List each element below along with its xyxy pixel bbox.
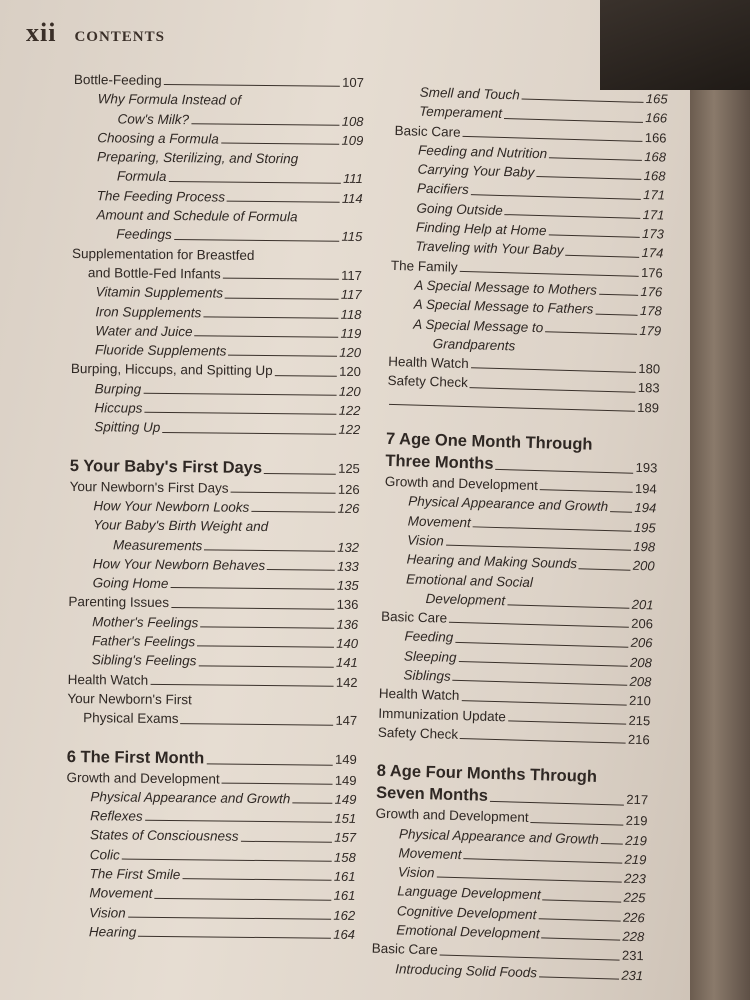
toc-leader-line	[198, 665, 334, 667]
toc-leader-line	[539, 976, 619, 979]
toc-entry-page: 136	[336, 616, 359, 632]
toc-entry-title: Emotional and Social	[405, 571, 534, 590]
page-header	[26, 18, 165, 48]
toc-entry-page: 206	[630, 635, 653, 651]
toc-leader-line	[275, 375, 337, 377]
toc-entry	[70, 417, 360, 439]
toc-leader-line	[180, 723, 333, 726]
toc-entry-page: 136	[336, 597, 359, 613]
toc-entry-title: Hearing and Making Sounds	[406, 551, 578, 572]
toc-entry-title: The First Smile	[89, 866, 181, 883]
toc-entry-page: 166	[645, 110, 668, 126]
toc-leader-line	[264, 473, 336, 475]
toc-entry-page: 120	[338, 383, 361, 399]
toc-entry-page: 142	[335, 674, 358, 690]
toc-entry-page: 149	[335, 751, 357, 767]
toc-leader-line	[549, 157, 642, 161]
toc-entry-title: Seven Months	[375, 783, 489, 806]
toc-entry-title: Vitamin Supplements	[95, 284, 224, 301]
toc-leader-line	[203, 316, 338, 318]
toc-entry-page: 165	[645, 90, 668, 107]
toc-entry-page: 120	[339, 364, 361, 380]
toc-entry-title: Amount and Schedule of Formula	[96, 207, 298, 225]
toc-leader-line	[536, 176, 641, 180]
toc-entry-title: Introducing Solid Foods	[395, 960, 538, 980]
toc-entry-page: 226	[622, 909, 645, 925]
toc-entry-title: Going Home	[92, 575, 169, 592]
toc-entry-page: 195	[633, 519, 656, 536]
toc-leader-line	[565, 254, 639, 257]
toc-entry-page: 208	[629, 673, 652, 690]
toc-entry-title: Vision	[89, 904, 126, 921]
toc-entry-page: 166	[644, 129, 667, 146]
toc-leader-line	[170, 587, 335, 590]
toc-leader-line	[174, 239, 340, 242]
toc-entry-page: 149	[334, 772, 357, 788]
toc-leader-line	[579, 568, 631, 570]
toc-entry-title: Going Outside	[416, 200, 503, 218]
toc-entry-title: Siblings	[403, 667, 451, 684]
toc-entry-title: Fluoride Supplements	[94, 342, 227, 359]
toc-entry-title: Vision	[407, 532, 444, 549]
toc-leader-line	[223, 278, 339, 280]
toc-entry-page: 231	[621, 947, 644, 964]
toc-leader-line	[446, 545, 632, 551]
toc-entry-title: Finding Help at Home	[415, 219, 547, 239]
toc-entry-title: Health Watch	[387, 354, 469, 372]
toc-leader-line	[453, 680, 628, 686]
toc-entry-page: 223	[623, 870, 647, 887]
toc-entry-title: Physical Appearance and Growth	[398, 825, 600, 847]
toc-entry-title: Iron Supplements	[95, 303, 202, 320]
toc-leader-line	[471, 194, 641, 200]
toc-leader-line	[601, 843, 623, 845]
toc-leader-line	[470, 387, 636, 393]
toc-leader-line	[436, 877, 622, 883]
toc-entry-title: Reflexes	[90, 808, 143, 824]
toc-entry-page: 176	[640, 264, 663, 281]
toc-entry-page: 122	[338, 422, 361, 438]
toc-leader-line	[195, 335, 339, 338]
toc-entry-title: Physical Appearance and Growth	[408, 493, 609, 515]
toc-entry-title: 7 Age One Month Through	[385, 429, 593, 454]
toc-leader-line	[228, 355, 337, 357]
background-shadow	[600, 0, 750, 90]
toc-entry-title: 8 Age Four Months Through	[376, 761, 598, 787]
toc-entry-title: Your Newborn's First	[67, 690, 192, 708]
toc-leader-line	[138, 936, 331, 939]
toc-leader-line	[182, 878, 332, 881]
toc-entry-title: Hiccups	[94, 400, 143, 416]
toc-entry-page: 216	[627, 731, 650, 748]
toc-entry-title: Bottle-Feeding	[73, 71, 162, 88]
toc-entry-title: Feedings	[116, 226, 172, 243]
toc-leader-line	[230, 492, 335, 494]
toc-entry-title: The Family	[390, 257, 458, 275]
toc-entry-page: 135	[336, 577, 359, 594]
toc-leader-line	[538, 918, 621, 921]
toc-entry-title: Growth and Development	[375, 805, 529, 826]
toc-entry-title: Development	[425, 590, 506, 609]
toc-entry-title: Vision	[397, 864, 435, 881]
toc-entry-title: Growth and Development	[384, 473, 539, 494]
toc-entry-page: 111	[343, 171, 363, 187]
toc-entry-page: 193	[635, 459, 658, 476]
toc-entry-page: 164	[333, 926, 356, 942]
toc-entry-title: Your Baby's Birth Weight and	[93, 517, 269, 535]
toc-entry-title: Mother's Feelings	[92, 613, 199, 631]
toc-leader-line	[143, 393, 337, 396]
toc-entry-page: 119	[340, 325, 362, 341]
toc-leader-line	[191, 123, 340, 126]
toc-entry-page: 217	[626, 791, 649, 808]
toc-entry-title: Choosing a Formula	[97, 130, 219, 147]
toc-entry-title: Basic Care	[371, 940, 439, 958]
toc-entry-page: 168	[644, 148, 667, 165]
toc-leader-line	[267, 569, 335, 571]
toc-leader-line	[495, 469, 633, 474]
toc-entry-title: Growth and Development	[66, 769, 220, 787]
toc-leader-line	[473, 526, 632, 531]
toc-entry-title: Physical Exams	[83, 710, 179, 727]
toc-entry-page: 215	[628, 712, 651, 728]
toc-entry-title: A Special Message to	[413, 316, 544, 335]
toc-entry-page: 122	[338, 402, 361, 419]
toc-entry-title: Health Watch	[67, 671, 149, 688]
toc-entry-page: 147	[335, 712, 358, 729]
toc-entry-page: 179	[639, 322, 662, 339]
toc-leader-line	[440, 954, 620, 960]
toc-entry-title: A Special Message to Fathers	[413, 296, 594, 317]
toc-leader-line	[545, 331, 637, 335]
toc-entry-page: 114	[341, 190, 363, 206]
toc-leader-line	[463, 136, 643, 142]
toc-entry	[65, 922, 355, 944]
toc-leader-line	[449, 622, 629, 628]
toc-entry-page: 117	[341, 267, 362, 283]
toc-leader-line	[206, 763, 333, 765]
toc-entry-title: Immunization Update	[378, 705, 507, 724]
toc-entry-title: Safety Check	[387, 373, 469, 391]
toc-entry-title: Father's Feelings	[91, 633, 196, 650]
toc-leader-line	[162, 432, 336, 435]
toc-entry-page: 210	[628, 693, 652, 709]
toc-entry-title: Burping, Hiccups, and Spitting Up	[70, 361, 273, 379]
toc-leader-line	[507, 604, 630, 608]
toc-entry-title: Emotional Development	[396, 922, 540, 942]
toc-entry-page: 183	[637, 380, 660, 396]
toc-leader-line	[144, 412, 336, 415]
toc-leader-line	[610, 511, 632, 513]
toc-leader-line	[197, 646, 334, 648]
toc-leader-line	[455, 642, 628, 648]
toc-entry-title: Safety Check	[377, 724, 459, 742]
toc-entry-title: Basic Care	[380, 608, 448, 626]
toc-entry-title: Movement	[89, 885, 153, 902]
toc-entry-title: Cow's Milk?	[117, 111, 190, 127]
toc-entry-page: 120	[339, 344, 362, 361]
toc-entry-title: and Bottle-Fed Infants	[87, 265, 221, 282]
toc-entry-page: 178	[639, 303, 662, 319]
toc-entry-title: Supplementation for Breastfed	[72, 245, 255, 263]
toc-right-column	[371, 82, 668, 985]
toc-entry-title: Feeding and Nutrition	[417, 142, 548, 162]
toc-entry-page: 206	[631, 615, 654, 632]
toc-entry-title: The Feeding Process	[96, 188, 226, 205]
toc-entry-page: 157	[334, 830, 357, 846]
toc-entry-page: 162	[333, 907, 356, 923]
toc-entry-page: 107	[342, 74, 364, 91]
toc-entry-page: 171	[643, 187, 666, 204]
toc-entry-page: 140	[336, 635, 359, 652]
toc-entry-page: 108	[341, 113, 364, 129]
toc-entry-page: 173	[641, 226, 665, 242]
toc-entry-title: Cognitive Development	[396, 903, 537, 922]
toc-entry-title: 6 The First Month	[66, 747, 205, 767]
toc-chapter-entry	[70, 455, 360, 480]
toc-entry-title: Feeding	[404, 628, 454, 646]
toc-entry-page: 174	[641, 245, 664, 261]
toc-chapter-entry	[67, 745, 357, 770]
toc-leader-line	[200, 626, 334, 628]
toc-entry-title: Pacifiers	[416, 181, 469, 198]
page-number: xii	[26, 18, 57, 47]
toc-entry-page: 180	[638, 361, 661, 377]
toc-entry-title: States of Consciousness	[89, 827, 239, 845]
toc-entry-title: Carrying Your Baby	[417, 161, 535, 181]
toc-leader-line	[122, 859, 332, 862]
toc-entry-title: Spitting Up	[94, 419, 161, 436]
toc-entry-page: 194	[634, 480, 657, 497]
toc-entry-page: 208	[629, 654, 653, 671]
toc-leader-line	[222, 782, 333, 784]
toc-entry-title: Your Newborn's First Days	[69, 478, 229, 496]
toc-entry-page: 133	[337, 558, 359, 574]
toc-entry-page: 198	[633, 538, 656, 555]
toc-leader-line	[168, 181, 341, 184]
toc-entry-title: Formula	[116, 168, 167, 185]
toc-leader-line	[490, 801, 624, 806]
toc-leader-line	[221, 143, 340, 145]
toc-entry-title: Preparing, Sterilizing, and Storing	[97, 149, 299, 167]
toc-leader-line	[599, 294, 639, 296]
toc-entry-title: Movement	[398, 845, 462, 862]
toc-entry-title: Colic	[89, 846, 120, 863]
toc-entry-title: Hearing	[88, 924, 137, 940]
toc-entry-title: Measurements	[112, 536, 203, 553]
toc-entry-title: How Your Newborn Behaves	[92, 556, 266, 573]
toc-leader-line	[459, 271, 638, 277]
toc-entry-title: Health Watch	[378, 686, 460, 704]
toc-entry-title: Three Months	[385, 451, 494, 473]
toc-entry-page: 189	[637, 399, 660, 416]
toc-entry-title: Grandparents	[432, 335, 516, 354]
toc-entry-page: 168	[643, 168, 666, 184]
toc-entry-title: Parenting Issues	[68, 594, 170, 611]
toc-entry-title: 5 Your Baby's First Days	[69, 456, 263, 477]
toc-entry-page: 158	[333, 849, 356, 865]
toc-entry	[67, 708, 357, 730]
toc-entry-page: 219	[625, 832, 648, 848]
toc-left-column	[65, 70, 364, 944]
toc-entry-page: 176	[640, 283, 663, 300]
toc-leader-line	[595, 313, 638, 315]
toc-entry-page: 125	[338, 460, 360, 476]
toc-entry-page: 118	[340, 306, 362, 322]
toc-leader-line	[548, 235, 640, 239]
toc-leader-line	[508, 720, 627, 724]
toc-entry-page: 126	[337, 500, 360, 516]
toc-leader-line	[227, 201, 340, 203]
book-edge	[690, 60, 750, 1000]
toc-leader-line	[504, 118, 643, 123]
toc-leader-line	[171, 607, 335, 610]
toc-entry-page: 126	[337, 481, 360, 497]
toc-leader-line	[471, 368, 637, 374]
toc-entry-title: Sibling's Feelings	[91, 652, 197, 669]
toc-entry-title: Physical Appearance and Growth	[90, 789, 291, 807]
toc-entry-title: A Special Message to Mothers	[414, 277, 598, 298]
toc-entry-title: Burping	[94, 380, 142, 397]
toc-entry-title: Sleeping	[403, 648, 457, 665]
toc-leader-line	[251, 511, 335, 513]
toc-entry-title: Movement	[407, 513, 471, 530]
toc-entry-title: Language Development	[397, 883, 541, 903]
toc-entry-page: 161	[333, 888, 356, 904]
toc-entry-page: 161	[333, 868, 356, 884]
toc-leader-line	[292, 802, 332, 803]
toc-leader-line	[145, 820, 333, 823]
toc-entry-page: 171	[642, 206, 665, 223]
toc-entry-page: 115	[341, 229, 363, 245]
toc-leader-line	[128, 916, 332, 919]
toc-leader-line	[164, 84, 340, 87]
toc-leader-line	[530, 822, 623, 826]
toc-leader-line	[540, 490, 633, 494]
toc-leader-line	[522, 99, 644, 103]
toc-entry-page: 117	[340, 287, 362, 303]
toc-entry-page: 109	[341, 132, 364, 148]
toc-entry-page: 219	[625, 812, 648, 829]
toc-entry-page: 231	[621, 967, 644, 983]
toc-entry-title: Smell and Touch	[419, 84, 520, 103]
toc-entry-page: 194	[634, 500, 657, 516]
toc-entry-title: Temperament	[418, 103, 503, 122]
toc-entry-page: 151	[334, 810, 357, 827]
toc-leader-line	[241, 840, 333, 842]
toc-entry-page: 228	[622, 928, 645, 945]
toc-leader-line	[543, 899, 622, 902]
toc-leader-line	[461, 700, 627, 706]
toc-entry-page: 141	[336, 655, 358, 671]
toc-entry-page: 225	[623, 890, 646, 906]
toc-entry-title: Why Formula Instead of	[97, 91, 242, 109]
toc-leader-line	[458, 661, 628, 667]
toc-leader-line	[541, 938, 620, 941]
toc-leader-line	[505, 214, 641, 219]
toc-leader-line	[463, 858, 622, 863]
toc-entry-page: 219	[624, 851, 647, 868]
toc-entry-title: Basic Care	[394, 122, 461, 140]
toc-entry-title: Water and Juice	[95, 323, 193, 340]
toc-leader-line	[150, 684, 334, 687]
toc-leader-line	[204, 549, 335, 551]
toc-entry-title: Traveling with Your Baby	[415, 238, 564, 259]
toc-leader-line	[225, 297, 339, 299]
page-title: CONTENTS	[74, 29, 165, 45]
toc-leader-line	[460, 738, 626, 744]
toc-entry-page: 200	[632, 558, 655, 574]
toc-entry-title: How Your Newborn Looks	[93, 498, 250, 515]
toc-entry-page: 201	[631, 596, 654, 613]
toc-entry-page: 149	[334, 791, 357, 807]
toc-entry-page: 132	[337, 539, 360, 555]
toc-leader-line	[154, 897, 331, 900]
